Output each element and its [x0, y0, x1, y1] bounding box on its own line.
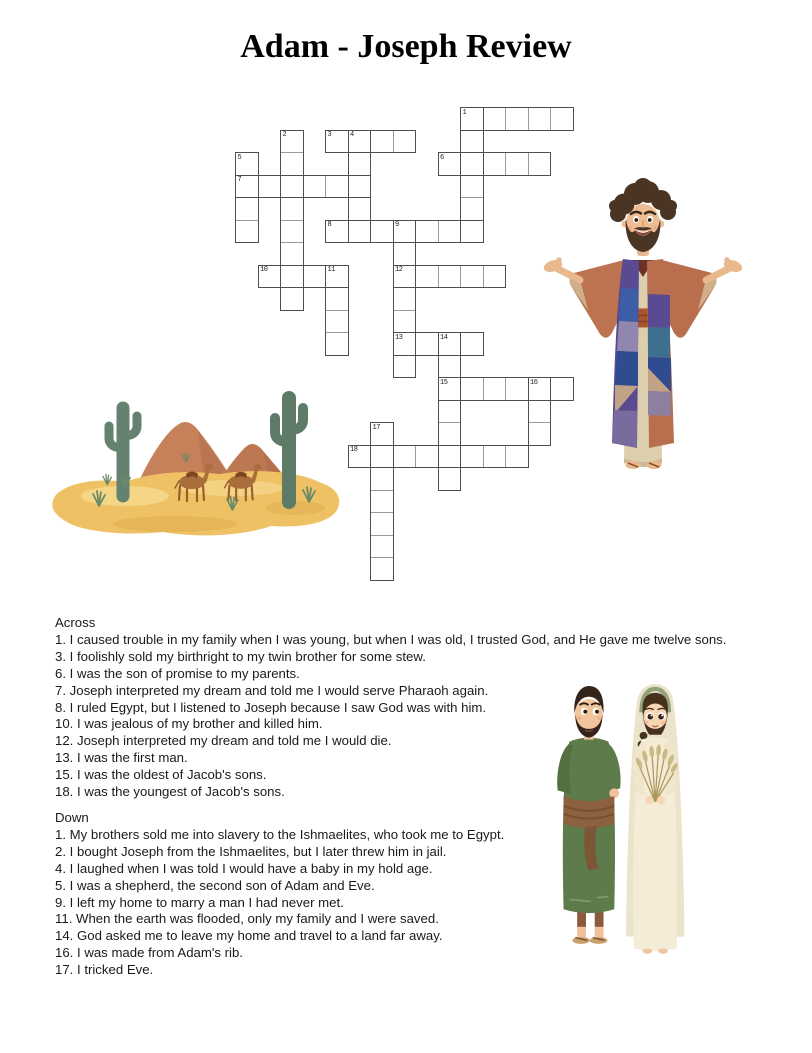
grid-cell-r2c10	[460, 152, 484, 176]
grid-cell-r3c2	[280, 175, 304, 199]
grid-cell-r7c7	[393, 265, 417, 289]
grid-cell-r4c5	[348, 197, 372, 221]
joseph-figure	[542, 178, 743, 469]
grid-cell-r2c9	[438, 152, 462, 176]
cell-number-17: 17	[372, 423, 380, 432]
grid-cell-r15c6	[370, 445, 394, 469]
grid-cell-r5c5	[348, 220, 372, 244]
grid-cell-r12c12	[505, 377, 529, 401]
cell-number-1: 1	[462, 108, 467, 117]
joseph-illustration	[528, 176, 758, 476]
grid-cell-r3c4	[325, 175, 349, 199]
grid-cell-r7c9	[438, 265, 462, 289]
across-clue-list	[55, 632, 805, 801]
cell-number-4: 4	[350, 131, 354, 139]
grid-cell-r5c4	[325, 220, 349, 244]
grid-cell-r4c2	[280, 197, 304, 221]
grid-cell-r18c6	[370, 512, 394, 536]
grid-cell-r0c13	[528, 107, 552, 131]
grid-cell-r17c6	[370, 490, 394, 514]
across-clue-1: 1. I caused trouble in my family when I was young, but when I was old, I trusted God, and He gave me twelve sons.	[55, 631, 727, 647]
across-clue-8: 8. I ruled Egypt, but I listened to Joseph because I saw God was with him.	[55, 699, 487, 715]
grid-cell-r20c6	[370, 557, 394, 581]
grid-cell-r7c3	[303, 265, 327, 289]
grid-cell-r3c5	[348, 175, 372, 199]
grid-cell-r8c2	[280, 287, 304, 311]
grid-cell-r11c7	[393, 355, 417, 379]
grid-cell-r4c0	[235, 197, 259, 221]
grid-cell-r2c12	[505, 152, 529, 176]
grid-cell-r1c7	[393, 130, 417, 154]
down-clue-1: 1. My brothers sold me into slavery to the Ishmaelites, who took me to Egypt.	[55, 826, 505, 842]
grid-cell-r1c2	[280, 130, 304, 154]
grid-cell-r6c7	[393, 242, 417, 266]
down-clue-5: 5. I was a shepherd, the second son of Adam and Eve.	[55, 877, 375, 893]
grid-cell-r15c5	[348, 445, 372, 469]
page-title: Adam - Joseph Review	[240, 28, 572, 65]
down-clue-14: 14. God asked me to leave my home and travel to a land far away.	[55, 928, 443, 944]
grid-cell-r5c9	[438, 220, 462, 244]
grid-cell-r2c5	[348, 152, 372, 176]
grid-cell-r19c6	[370, 535, 394, 559]
down-clue-list	[55, 827, 805, 979]
clues-section	[55, 615, 805, 979]
grid-cell-r4c10	[460, 197, 484, 221]
grid-cell-r0c14	[550, 107, 574, 131]
cell-number-10: 10	[260, 266, 268, 274]
cell-number-14: 14	[440, 333, 448, 342]
grid-cell-r0c10	[460, 107, 484, 131]
grid-cell-r5c2	[280, 220, 304, 244]
grid-cell-r1c10	[460, 130, 484, 154]
grid-cell-r5c8	[415, 220, 439, 244]
grid-cell-r7c1	[258, 265, 282, 289]
grid-cell-r7c8	[415, 265, 439, 289]
cell-number-15: 15	[440, 378, 448, 387]
across-clue-7: 7. Joseph interpreted my dream and told me I would serve Pharaoh again.	[55, 682, 489, 698]
down-clue-17: 17. I tricked Eve.	[55, 962, 154, 978]
grid-cell-r7c10	[460, 265, 484, 289]
grid-cell-r5c10	[460, 220, 484, 244]
grid-cell-r16c6	[370, 467, 394, 491]
grid-cell-r0c11	[483, 107, 507, 131]
grid-cell-r11c9	[438, 355, 462, 379]
grid-cell-r2c11	[483, 152, 507, 176]
grid-cell-r8c7	[393, 287, 417, 311]
grid-cell-r2c0	[235, 152, 259, 176]
cell-number-6: 6	[440, 153, 444, 162]
cell-number-11: 11	[327, 266, 335, 274]
down-clue-16: 16. I was made from Adam's rib.	[55, 945, 243, 961]
cell-number-16: 16	[530, 378, 538, 387]
cell-number-9: 9	[395, 221, 399, 229]
cell-number-12: 12	[395, 266, 403, 274]
grid-cell-r1c6	[370, 130, 394, 154]
grid-cell-r2c13	[528, 152, 552, 176]
down-heading: Down	[55, 809, 89, 825]
across-clue-13: 13. I was the first man.	[55, 750, 188, 766]
grid-cell-r1c5	[348, 130, 372, 154]
grid-cell-r16c9	[438, 467, 462, 491]
grid-cell-r15c10	[460, 445, 484, 469]
grid-cell-r3c3	[303, 175, 327, 199]
down-clue-9: 9. I left my home to marry a man I had never met.	[55, 894, 344, 910]
grid-cell-r5c6	[370, 220, 394, 244]
grid-cell-r3c10	[460, 175, 484, 199]
grid-cell-r12c11	[483, 377, 507, 401]
grid-cell-r15c9	[438, 445, 462, 469]
grid-cell-r3c0	[235, 175, 259, 199]
down-clue-11: 11. When the earth was flooded, only my family and I were saved.	[55, 911, 439, 927]
cell-number-13: 13	[395, 333, 403, 342]
grid-cell-r1c4	[325, 130, 349, 154]
grid-cell-r7c2	[280, 265, 304, 289]
grid-cell-r0c12	[505, 107, 529, 131]
grid-cell-r15c11	[483, 445, 507, 469]
grid-cell-r2c2	[280, 152, 304, 176]
grid-cell-r14c9	[438, 422, 462, 446]
cell-number-7: 7	[237, 176, 242, 184]
grid-cell-r7c4	[325, 265, 349, 289]
grid-cell-r10c4	[325, 332, 349, 356]
grid-cell-r6c2	[280, 242, 304, 266]
cell-number-3: 3	[327, 131, 332, 139]
cell-number-18: 18	[350, 446, 358, 454]
across-clue-15: 15. I was the oldest of Jacob's sons.	[55, 767, 267, 783]
across-clue-18: 18. I was the youngest of Jacob's sons.	[55, 784, 285, 800]
grid-cell-r8c4	[325, 287, 349, 311]
grid-cell-r7c11	[483, 265, 507, 289]
grid-cell-r15c12	[505, 445, 529, 469]
across-heading: Across	[55, 615, 96, 630]
grid-cell-r10c7	[393, 332, 417, 356]
grid-cell-r10c9	[438, 332, 462, 356]
grid-cell-r12c10	[460, 377, 484, 401]
grid-cell-r15c8	[415, 445, 439, 469]
cell-number-8: 8	[327, 221, 332, 229]
grid-cell-r14c6	[370, 422, 394, 446]
grid-cell-r9c7	[393, 310, 417, 334]
down-clue-4: 4. I laughed when I was told I would have a baby in my hold age.	[55, 860, 433, 876]
grid-cell-r10c8	[415, 332, 439, 356]
grid-cell-r15c7	[393, 445, 417, 469]
across-clue-3: 3. I foolishly sold my birthright to my twin brother for some stew.	[55, 648, 426, 664]
across-clue-6: 6. I was the son of promise to my parents.	[55, 665, 300, 681]
grid-cell-r5c0	[235, 220, 259, 244]
cell-number-5: 5	[237, 153, 242, 162]
across-clue-12: 12. Joseph interpreted my dream and told me I would die.	[55, 733, 392, 749]
desert-illustration	[47, 384, 347, 544]
across-clue-10: 10. I was jealous of my brother and killed him.	[55, 716, 323, 732]
grid-cell-r10c10	[460, 332, 484, 356]
cell-number-2: 2	[282, 131, 287, 139]
grid-cell-r3c1	[258, 175, 282, 199]
grid-cell-r9c4	[325, 310, 349, 334]
down-clue-2: 2. I bought Joseph from the Ishmaelites, but I later threw him in jail.	[55, 843, 447, 859]
grid-cell-r13c9	[438, 400, 462, 424]
grid-cell-r12c9	[438, 377, 462, 401]
grid-cell-r5c7	[393, 220, 417, 244]
